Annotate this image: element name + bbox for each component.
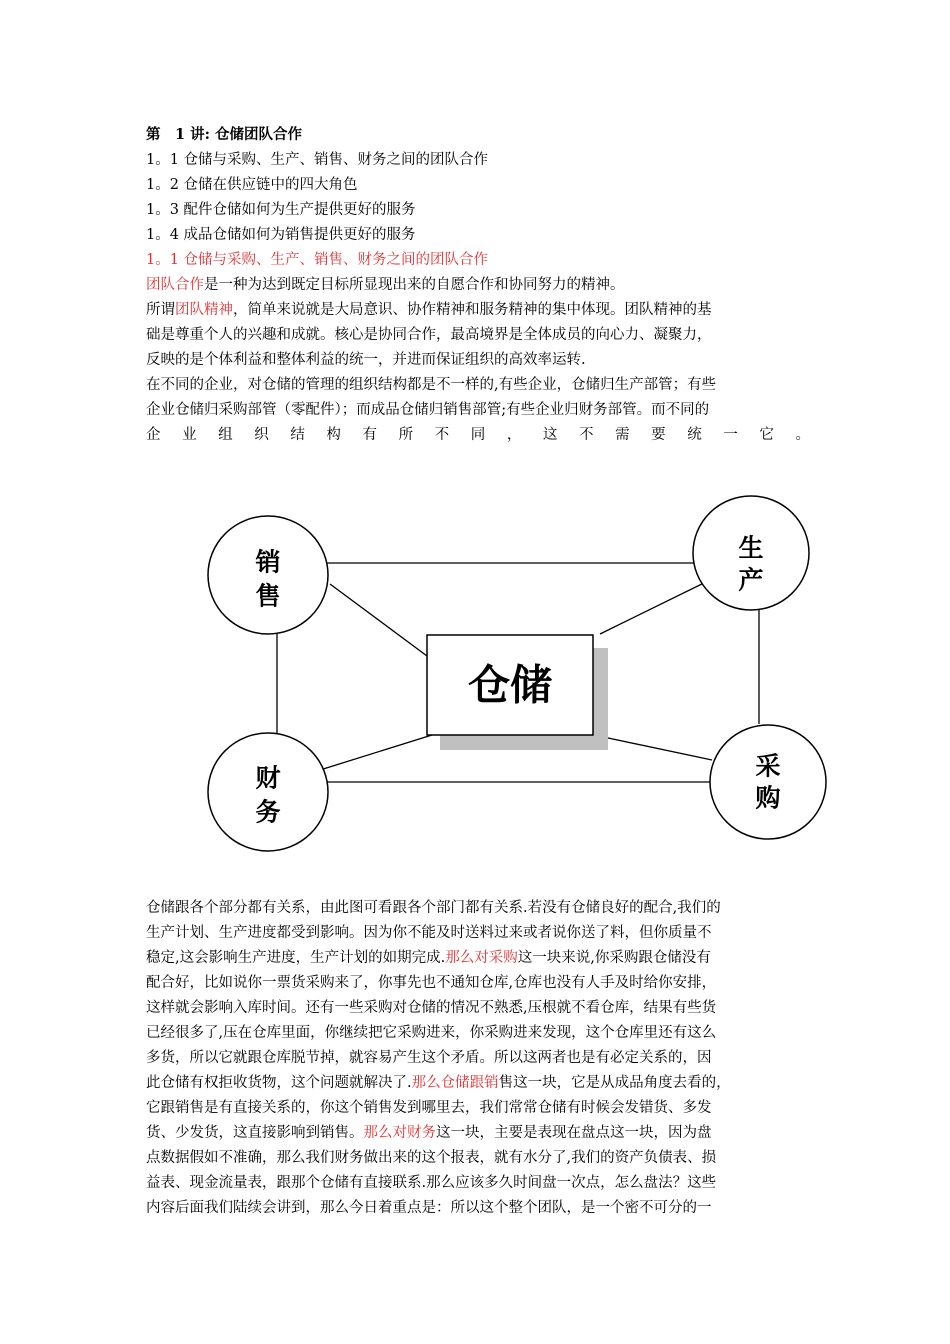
intro-paragraph-3-line-3: 企 业 组 织 结 构 有 所 不 同 ， 这 不 需 要 统 一 它 。: [146, 427, 810, 443]
term-team-spirit: 团队精神: [175, 302, 233, 318]
body-text: 这一块来说,你采购跟仓储没有: [517, 950, 711, 966]
body-text: 稳定,这会影响生产进度，生产计划的如期完成.: [146, 950, 446, 966]
toc-item-1: 1。1 仓储与采购、生产、销售、财务之间的团队合作: [146, 152, 489, 168]
connector-finance-center: [320, 735, 432, 770]
toc-item-2: 1。2 仓储在供应链中的四大角色: [146, 177, 358, 193]
connector-purchasing-center: [594, 735, 712, 760]
term-teamwork: 团队合作: [146, 277, 204, 293]
purchasing-label-1: 采: [755, 751, 781, 781]
connector-sales-center: [330, 584, 427, 656]
connector-production-center: [600, 580, 710, 634]
body-line-10: [146, 1123, 810, 1143]
highlight-purchasing: 那么对采购: [445, 950, 518, 966]
production-label-1: 生: [738, 533, 764, 563]
center-label: 仓储: [467, 660, 553, 710]
body-line-3: [146, 948, 810, 968]
intro-text: ，简单来说就是大局意识、协作精神和服务精神的集中体现。团队精神的基: [233, 302, 712, 318]
body-text: 货、少发货，这直接影响到销售。: [146, 1125, 364, 1141]
sales-label-1: 销: [255, 547, 281, 577]
body-line-9: 它跟销售是有直接关系的，你这个销售发到哪里去，我们常常仓储有时候会发错货、多发: [146, 1100, 712, 1116]
body-line-11: 点数据假如不准确，那么我们财务做出来的这个报表，就有水分了,我们的资产负债表、损: [146, 1150, 717, 1166]
highlight-sales: 那么仓储跟销: [411, 1075, 499, 1091]
body-line-8: [146, 1073, 810, 1093]
highlight-finance: 那么对财务: [363, 1125, 436, 1141]
section-title: 1。1 仓储与采购、生产、销售、财务之间的团队合作: [146, 252, 489, 268]
production-label-2: 产: [738, 565, 764, 595]
purchasing-label-2: 购: [755, 783, 781, 813]
intro-paragraph-2-line-3: 反映的是个体利益和整体利益的统一，并进而保证组织的高效率运转.: [146, 352, 586, 368]
toc-item-3: 1。3 配件仓储如何为生产提供更好的服务: [146, 202, 416, 218]
intro-paragraph-3-line-2: 企业仓储归采购部管（零配件）；而成品仓储归销售部管;有些企业归财务部管。而不同的: [146, 402, 710, 418]
body-line-12: 益表、现金流量表，跟那个仓储有直接联系.那么应该多久时间盘一次点，怎么盘法？这些: [146, 1175, 717, 1191]
body-line-6: 已经很多了,压在仓库里面，你继续把它采购进来，你采购进来发现，这个仓库里还有这么: [146, 1025, 717, 1041]
body-text: 这一块，主要是表现在盘点这一块，因为盘: [436, 1125, 712, 1141]
body-line-4: 配合好，比如说你一票货采购来了，你事先也不通知仓库,仓库也没有人手及时给你安排，: [146, 975, 717, 991]
intro-text: 所谓: [146, 302, 175, 318]
sales-label-2: 售: [255, 581, 281, 611]
intro-text: 是一种为达到既定目标所显现出来的自愿合作和协同努力的精神。: [204, 277, 625, 293]
purchasing-circle: [710, 725, 826, 839]
finance-label-1: 财: [255, 763, 281, 793]
lecture-heading: 第 1 讲: 仓储团队合作: [146, 126, 303, 143]
intro-paragraph-2-line-2: 础是尊重个人的兴趣和成就。核心是协同合作，最高境界是全体成员的向心力、凝聚力，: [146, 327, 712, 343]
body-line-2: 生产计划、生产进度都受到影响。因为你不能及时送料过来或者说你送了料，但你质量不: [146, 925, 712, 941]
body-line-5: 这样就会影响入库时间。还有一些采购对仓储的情况不熟悉,压根就不看仓库，结果有些货: [146, 1000, 717, 1016]
body-text: 售这一块，它是从成品角度去看的，: [498, 1075, 731, 1091]
body-line-13: 内容后面我们陆续会讲到，那么今日着重点是：所以这个整个团队，是一个密不可分的一: [146, 1200, 712, 1216]
finance-label-2: 务: [255, 797, 281, 827]
intro-paragraph-3-line-1: 在不同的企业，对仓储的管理的组织结构都是不一样的,有些企业，仓储归生产部管；有些: [146, 377, 717, 393]
toc-item-4: 1。4 成品仓储如何为销售提供更好的服务: [146, 227, 416, 243]
body-text: 此仓储有权拒收货物，这个问题就解决了.: [146, 1075, 412, 1091]
body-line-1: 仓储跟各个部分都有关系，由此图可看跟各个部门都有关系.若没有仓储良好的配合,我们的: [146, 900, 721, 916]
body-line-7: 多货，所以它就跟仓库脱节掉，就容易产生这个矛盾。所以这两者也是有必定关系的，因: [146, 1050, 712, 1066]
